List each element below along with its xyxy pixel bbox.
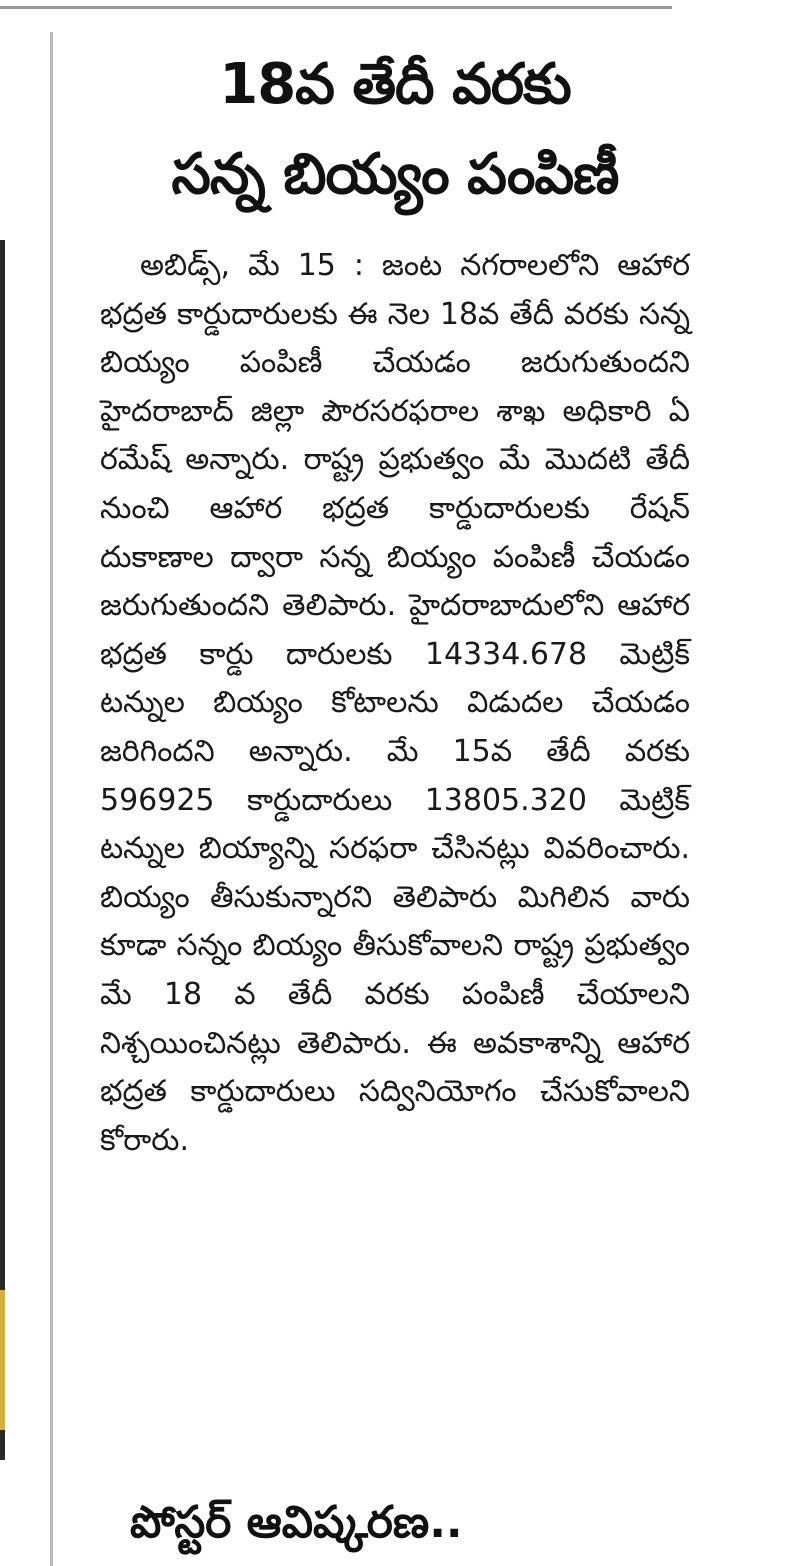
column-divider xyxy=(50,32,53,1566)
next-article-headline: పోస్టర్ ఆవిష్కరణ.. xyxy=(130,1497,463,1548)
adjacent-column-accent xyxy=(0,1290,5,1430)
headline-line-1: 18వ తేదీ వరకు xyxy=(219,52,571,117)
article-body: అబిడ్స్, మే 15 : జంట నగరాలలోని ఆహార భద్రత కార్డుదారులకు ఈ నెల 18వ తేదీ వరకు సన్న బియ్యం పంపిణీ చేయడం జరుగుతుందని హైదరాబాద్ జిల్లా పౌరసరఫరాల శాఖ అధికారి ఏ రమేష్ అన్నారు. రాష్ట్ర ప్రభుత్వం మే మొదటి తేదీ నుంచి ఆహార భద్రత కార్డుదారులకు రేషన్ దుకాణాల ద్వారా సన్న బియ్యం పంపిణీ చేయడం జరుగుతుందని తెలిపారు. హైదరాబాదులోని ఆహార భద్రత కార్డు దారులకు 14334.678 మెట్రిక్ టన్నుల బియ్యం కోటాలను విడుదల చేయడం జరిగిందని అన్నారు. మే 15వ తేదీ వరకు 596925 కార్డుదారులు 13805.320 మెట్రిక్ టన్నుల బియ్యాన్ని సరఫరా చేసినట్లు వివరించారు. బియ్యం తీసుకున్నారని తెలిపారు మిగిలిన వారు కూడా సన్నం బియ్యం తీసుకోవాలని రాష్ట్ర ప్రభుత్వం మే 18 వ తేదీ వరకు పంపిణీ చేయాలని నిశ్చయించినట్లు తెలిపారు. ఈ అవకాశాన్ని ఆహార భద్రత కార్డుదారులు సద్వినియోగం చేసుకోవాలని కోరారు. xyxy=(100,248,690,1158)
article-headline xyxy=(100,40,690,220)
top-rule xyxy=(0,6,672,9)
news-article xyxy=(100,40,690,1165)
adjacent-column-edge xyxy=(0,240,5,1460)
headline-line-2: సన్న బియ్యం పంపిణీ xyxy=(171,142,619,207)
